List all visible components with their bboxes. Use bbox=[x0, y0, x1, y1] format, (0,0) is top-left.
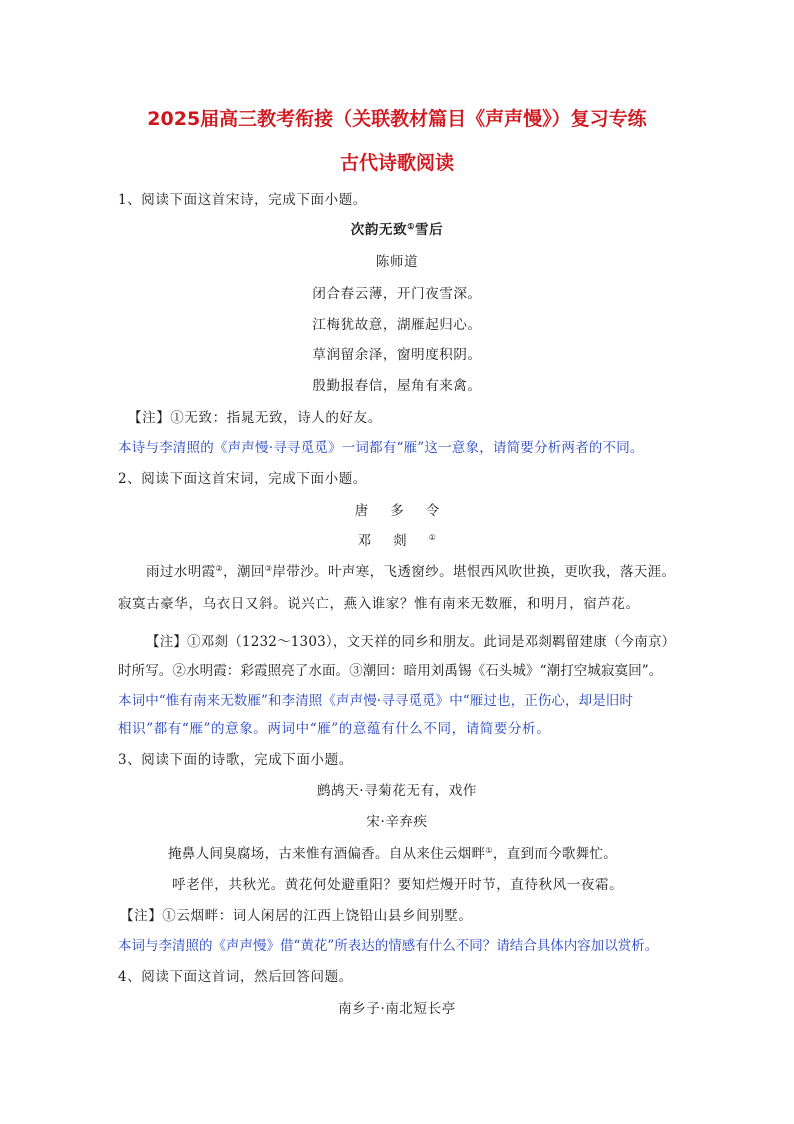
q3-note: 【注】①云烟畔：词人闲居的江西上饶铅山县乡间别墅。 bbox=[120, 908, 473, 924]
q3-line-2: 呼老伴，共秋光。黄花何处避重阳？要知烂熳开时节，直待秋风一夜霜。 bbox=[172, 877, 624, 893]
q1-line-3: 草润留余泽，窗明度积阴。 bbox=[312, 347, 482, 363]
q2-line1-a: 雨过水明霞 bbox=[146, 564, 216, 580]
q2-poem-title: 唐多令 bbox=[354, 503, 462, 519]
q1-line-1: 闭合春云薄，开门夜雪深。 bbox=[312, 286, 482, 302]
q3-poem-title: 鹧鸪天·寻菊花无有，戏作 bbox=[317, 783, 477, 799]
q4-poem-title: 南乡子·南北短长亭 bbox=[338, 1001, 456, 1017]
q2-question-1: 本词中“惟有南来无数雁”和李清照《声声慢·寻寻觅觅》中“雁过也，正伤心，却是旧时 bbox=[118, 693, 633, 709]
q2-prompt: 2、阅读下面这首宋词，完成下面小题。 bbox=[118, 471, 367, 487]
doc-title-line1: 2025届高三教考衔接（关联教材篇目《声声慢》）复习专练 bbox=[147, 108, 647, 130]
q2-note-2: 时所写。②水明霞：彩霞照亮了水面。③潮回：暗用刘禹锡《石头城》“潮打空城寂寞回”。 bbox=[118, 663, 663, 679]
q2-question-2: 相识”都有“雁”的意象。两词中“雁”的意蕴有什么不同，请简要分析。 bbox=[118, 721, 551, 737]
q1-question: 本诗与李清照的《声声慢·寻寻觅觅》一词都有“雁”这一意象，请简要分析两者的不同。 bbox=[118, 440, 644, 456]
q4-prompt: 4、阅读下面这首词，然后回答问题。 bbox=[118, 969, 353, 985]
q2-line-1 bbox=[146, 560, 675, 580]
q3-question: 本词与李清照的《声声慢》借“黄花”所表达的情感有什么不同？请结合具体内容加以赏析。 bbox=[118, 938, 659, 954]
q1-prompt: 1、阅读下面这首宋诗，完成下面小题。 bbox=[118, 192, 367, 208]
doc-title-line2: 古代诗歌阅读 bbox=[339, 152, 454, 174]
q3-prompt: 3、阅读下面的诗歌，完成下面小题。 bbox=[118, 752, 353, 768]
q1-line-2: 江梅犹故意，湖雁起归心。 bbox=[312, 317, 482, 333]
q2-author bbox=[0, 529, 794, 549]
q3-line1-b: ，直到而今歌舞忙。 bbox=[492, 846, 618, 862]
q2-note-1: 【注】①邓剡（1232～1303），文天祥的同乡和朋友。此词是邓剡羁留建康（今南京） bbox=[146, 634, 676, 650]
q1-author: 陈师道 bbox=[375, 254, 419, 270]
q2-line-2: 寂寞古豪华，乌衣日又斜。说兴亡，燕入谁家？惟有南来无数雁，和明月，宿芦花。 bbox=[118, 596, 640, 612]
q1-poem-title-text: 次韵无致 bbox=[350, 222, 408, 238]
q1-poem-title-note: ① bbox=[407, 221, 415, 231]
q2-author-name: 邓剡 bbox=[357, 533, 429, 549]
q1-poem-title-tail: 雪后 bbox=[414, 222, 444, 238]
q1-poem-title bbox=[0, 218, 794, 238]
q3-line-1 bbox=[168, 842, 617, 862]
q2-line1-note1: ② bbox=[215, 564, 224, 573]
q1-note: 【注】①无致：指晁无致，诗人的好友。 bbox=[128, 410, 382, 426]
q3-line1-note: ① bbox=[485, 846, 493, 855]
q2-line1-b: ，潮回 bbox=[223, 564, 265, 580]
q2-line1-note2: ③ bbox=[264, 564, 273, 573]
q3-line1-a: 掩鼻人间臭腐场，古来惟有酒偏香。自从来住云烟畔 bbox=[168, 846, 486, 862]
q3-author: 宋·辛弃疾 bbox=[366, 814, 428, 830]
q1-line-4: 殷勤报春信，屋角有来禽。 bbox=[312, 378, 482, 394]
q2-line1-c: 岸带沙。叶声寒，飞透窗纱。堪恨西风吹世换，更吹我，落天涯。 bbox=[272, 564, 676, 580]
q2-author-note: ① bbox=[428, 533, 437, 542]
